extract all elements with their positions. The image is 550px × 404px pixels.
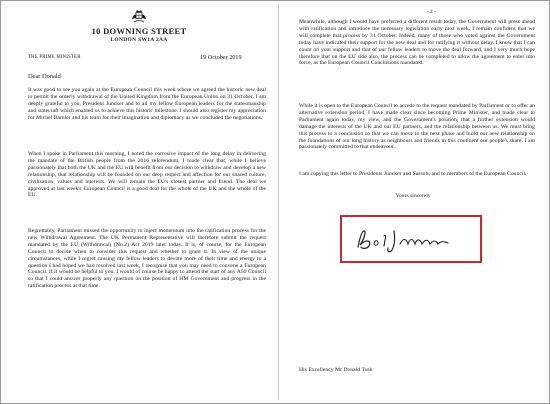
body-paragraph: I am copying this letter to Presidents Juncker and Sassoli, and to members of the European Council. bbox=[299, 171, 527, 177]
body-paragraph: While it is open to the European Council to accede to the request mandated by Parliament or to offer an alternative extension period, I have made clear since becoming Prime Minister, and made clear to Parliament again today, my view, and the Government's position, that a further extension would damage the interests of the UK and our EU partners, and the relationship between us. We must bring this process to a conclusion so that we can move to the next phase and build our new relationship on the foundations of our long history as neighbours and friends in this continent our people's share. I am passionately committed to that endeavour. bbox=[299, 103, 535, 151]
signature-frame bbox=[340, 215, 482, 263]
signature bbox=[348, 225, 476, 255]
sender-label: THE PRIME MINISTER bbox=[28, 55, 81, 60]
salutation: Dear Donald bbox=[28, 73, 61, 80]
closing: Yours sincerely bbox=[395, 193, 431, 199]
letter-page-one bbox=[4, 4, 274, 400]
body-paragraph: Meanwhile, although I would have preferred a different result today, the Government will press ahead with ratification and introduce the necessary legislation early next week. I remain confident that we will complete that process by 31 October. Indeed, many of those who voted against the Government today have indicated their support for the new deal and for ratifying it without delay. I know that I can count on your support and that of our fellow leaders to move the deal forward, and I very much hope therefore that on the EU side also, the process can be completed to allow the agreement to enter into force, as the European Council Conclusions mandated. bbox=[299, 19, 535, 67]
letterhead-title: 10 DOWNING STREET bbox=[91, 26, 187, 36]
letterhead-address: LONDON SW1A 2AA bbox=[110, 37, 168, 43]
letter-date: 19 October 2019 bbox=[200, 54, 242, 61]
letter-page-two bbox=[278, 4, 547, 400]
addressee: His Excellency Mr Donald Tusk bbox=[299, 367, 373, 373]
royal-crest-icon bbox=[131, 10, 147, 24]
body-paragraph: It was good to see you again at the European Council this week where we agreed the historic new deal to permit the orderly withdrawal of the United Kingdom from the European Union on 31 October. I am deeply grateful to you, President Juncker and to all my fellow European leaders for the statesmanship and statecraft which enabled us to achieve this historic milestone. I should also register my appreciation for Michel Barnier and his team for their imagination and diplomacy as we concluded the negotiations. bbox=[28, 87, 266, 121]
body-paragraph: When I spoke in Parliament this morning, I noted the corrosive impact of the long delay in delivering the mandate of the British people from the 2016 referendum. I made clear that, while I believe passionately that both the UK and the EU will benefit from our decision to withdraw and develop a new relationship, that relationship will be founded on our deep respect and affection for our shared culture, civilisation, values and interests. We will remain the EU's closest partner and friend. The deal we approved at last week's European Council is a good deal for the whole of the UK and the whole of the EU. bbox=[28, 151, 266, 199]
body-paragraph: Regrettably, Parliament missed the opportunity to inject momentum into the ratification process for the new Withdrawal Agreement. The UK Permanent Representative will therefore submit the request mandated by the EU (Withdrawal) (No.2) Act 2019 later today. It is, of course, for the European Council to decide when to consider this request and whether to grant it. In view of the unique circumstances, while I regret causing my fellow leaders to devote more of their time and energy to a question I had hoped we had resolved last week, I recognise that you may need to convene a European Council. If it would be helpful to you, I would of course be happy to attend the start of any A50 Council so that I could answer properly any question on the position of HM Government and progress in the ratification process at that time. bbox=[28, 228, 266, 290]
page-number: - 2 - bbox=[427, 9, 436, 15]
